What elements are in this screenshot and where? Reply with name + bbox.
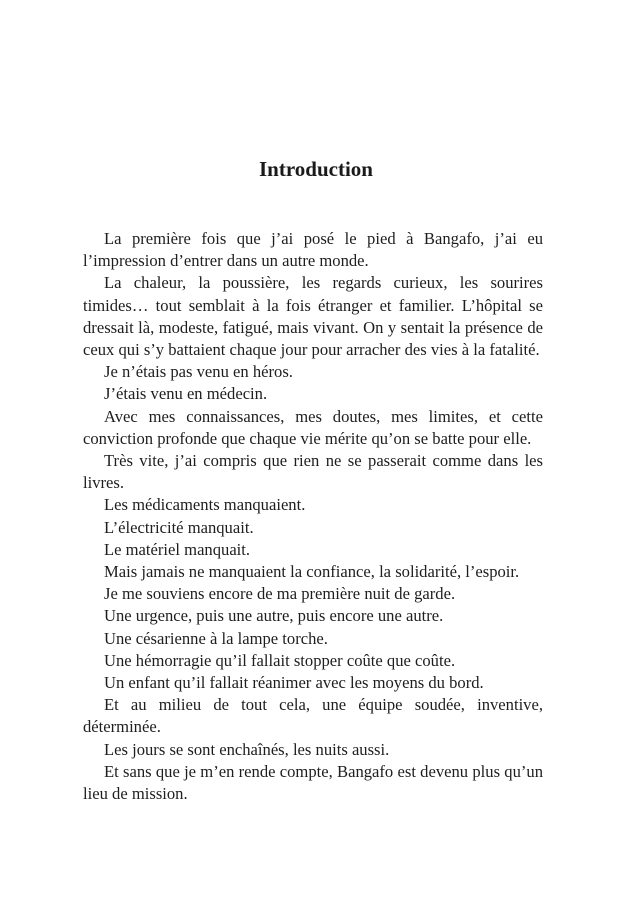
- paragraph: Une césarienne à la lampe torche.: [104, 628, 328, 648]
- chapter-body: [83, 228, 543, 805]
- paragraph: Mais jamais ne manquaient la confiance, la solidarité, l’espoir.: [104, 562, 520, 582]
- paragraph: Le matériel manquait.: [104, 539, 251, 559]
- paragraph: Très vite, j’ai compris que rien ne se passerait comme dans les livres.: [83, 451, 543, 493]
- paragraph: Avec mes connaissances, mes doutes, mes limites, et cette conviction profonde que chaque vie mérite qu’on se batte pour elle.: [83, 406, 543, 448]
- paragraph: L’électricité manquait.: [104, 517, 254, 537]
- paragraph: Je me souviens encore de ma première nuit de garde.: [104, 584, 456, 604]
- paragraph: Un enfant qu’il fallait réanimer avec les moyens du bord.: [104, 673, 484, 693]
- paragraph: Je n’étais pas venu en héros.: [104, 362, 293, 382]
- paragraph: Les jours se sont enchaînés, les nuits aussi.: [104, 739, 390, 759]
- paragraph: La chaleur, la poussière, les regards curieux, les sourires timides… tout semblait à la fois étranger et familier. L’hôpital se dressait là, modeste, fatigué, mais vivant. On y sentait la présence de ceux qui s’y battaient chaque jour pour arracher des vies à la fatalité.: [83, 273, 543, 360]
- chapter-title: Introduction: [259, 157, 373, 181]
- paragraph: La première fois que j’ai posé le pied à Bangafo, j’ai eu l’impression d’entrer dans un autre monde.: [83, 229, 543, 271]
- paragraph: J’étais venu en médecin.: [104, 384, 268, 404]
- paragraph: Et au milieu de tout cela, une équipe soudée, inventive, déterminée.: [83, 695, 543, 737]
- paragraph: Et sans que je m’en rende compte, Bangafo est devenu plus qu’un lieu de mission.: [83, 761, 543, 804]
- paragraph: Une urgence, puis une autre, puis encore une autre.: [104, 606, 444, 626]
- paragraph: Les médicaments manquaient.: [104, 495, 306, 515]
- paragraph: Une hémorragie qu’il fallait stopper coûte que coûte.: [104, 650, 456, 670]
